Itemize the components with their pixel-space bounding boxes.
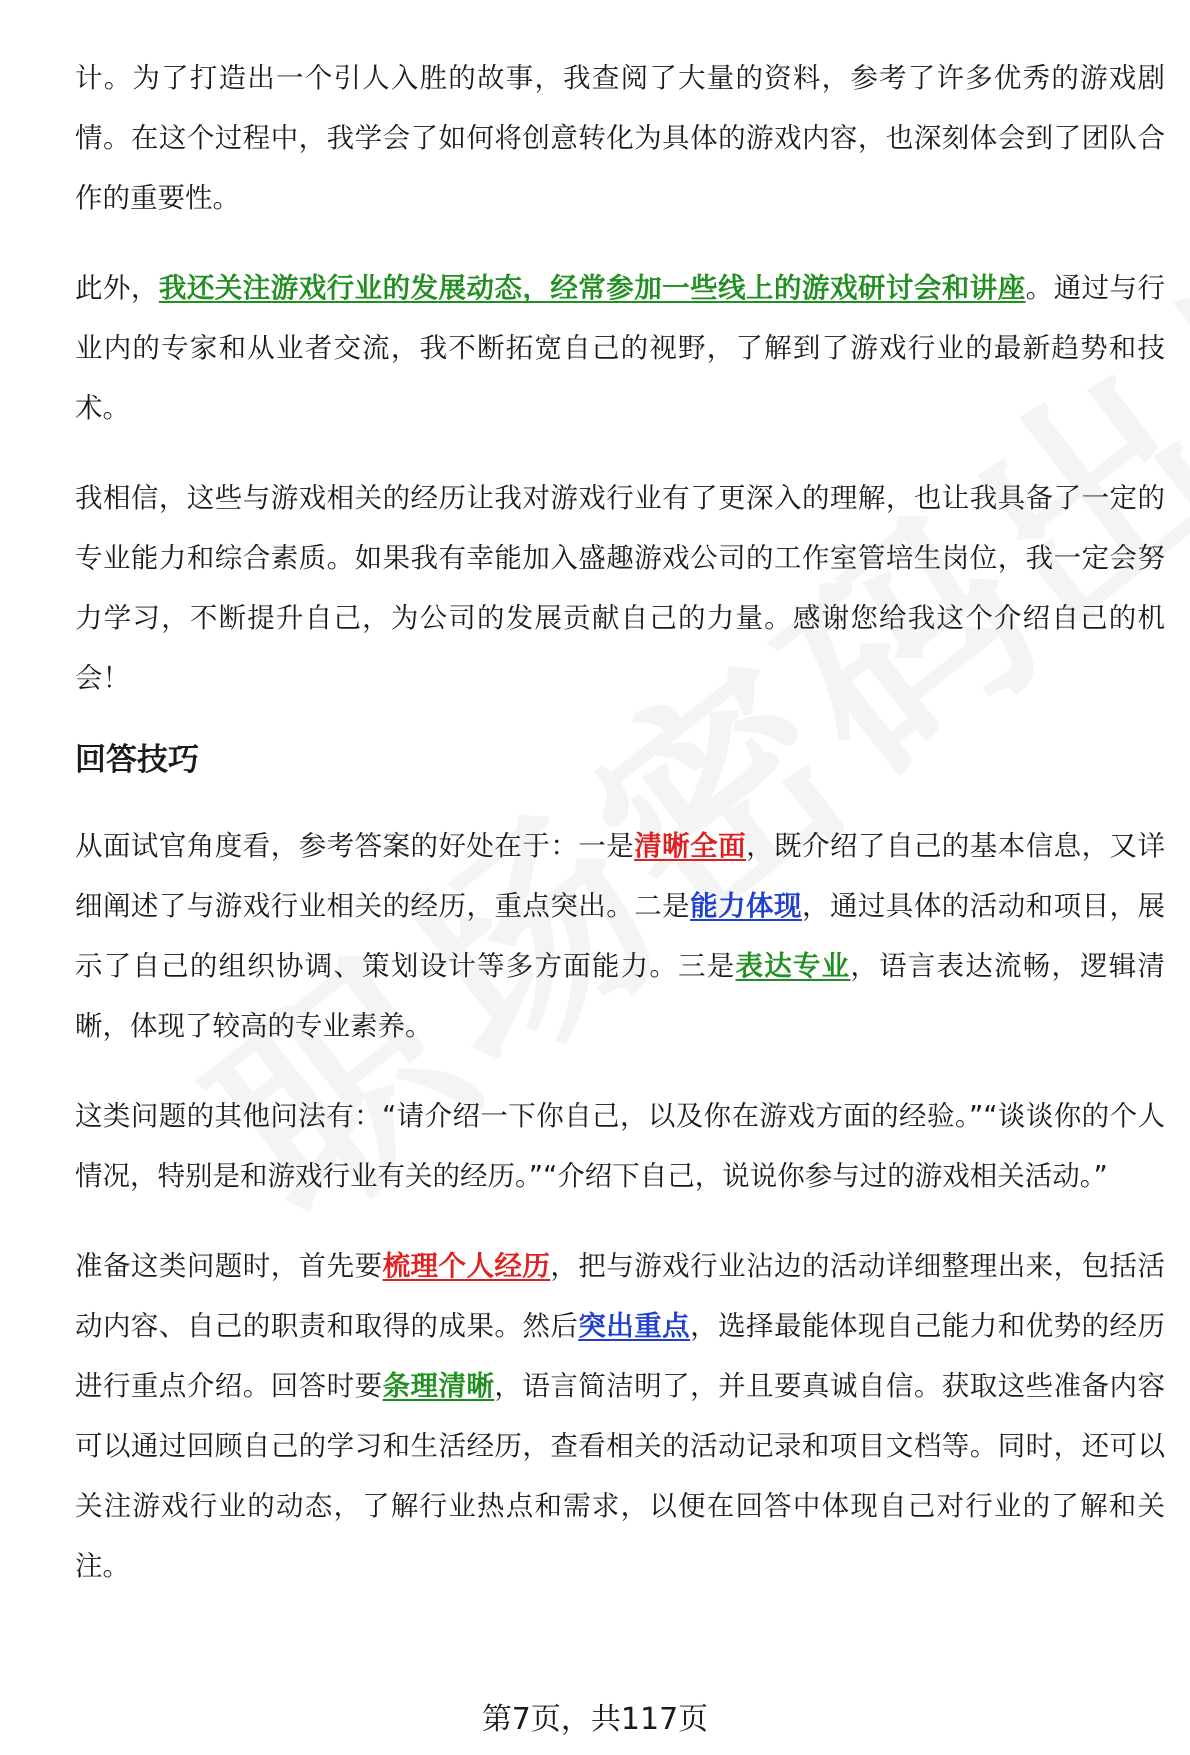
paragraph-6 bbox=[75, 1236, 1165, 1596]
paragraph-5 bbox=[75, 1086, 1165, 1206]
page-number: 第7页，共117页 bbox=[481, 1702, 709, 1737]
paragraph-text: ，选择最能体现自己能力和优势的经历进行重点介绍。回答时要 bbox=[75, 1310, 1166, 1402]
highlight-blue: 能力体现 bbox=[690, 890, 802, 922]
paragraph-text: 这类问题的其他问法有：“请介绍一下你自己，以及你在游戏方面的经验。”“谈谈你的个人情况，特别是和游戏行业有关的经历。”“介绍下自己，说说你参与过的游戏相关活动。” bbox=[75, 1100, 1165, 1192]
highlight-red: 梳理个人经历 bbox=[382, 1250, 551, 1282]
paragraph-text: 计。为了打造出一个引人入胜的故事，我查阅了大量的资料，参考了许多优秀的游戏剧情。在这个过程中，我学会了如何将创意转化为具体的游戏内容，也深刻体会到了团队合作的重要性。 bbox=[75, 62, 1165, 214]
paragraph-text: ，语言表达流畅，逻辑清晰，体现了较高的专业素养。 bbox=[75, 950, 1166, 1042]
paragraph-text: 从面试官角度看，参考答案的好处在于：一是 bbox=[75, 830, 635, 862]
paragraph-text: ，既介绍了自己的基本信息，又详细阐述了与游戏行业相关的经历，重点突出。二是 bbox=[75, 830, 1166, 922]
paragraph-2 bbox=[75, 258, 1165, 438]
paragraph-3 bbox=[75, 468, 1165, 708]
document-body bbox=[75, 48, 1165, 1626]
paragraph-text: ，语言简洁明了，并且要真诚自信。获取这些准备内容可以通过回顾自己的学习和生活经历，查看相关的活动记录和项目文档等。同时，还可以关注游戏行业的动态，了解行业热点和需求，以便在回答中体现自己对行业的了解和关注。 bbox=[75, 1370, 1166, 1582]
paragraph-text: 准备这类问题时，首先要 bbox=[75, 1250, 383, 1282]
highlight-blue: 突出重点 bbox=[578, 1310, 691, 1342]
paragraph-text: 我相信，这些与游戏相关的经历让我对游戏行业有了更深入的理解，也让我具备了一定的专业能力和综合素质。如果我有幸能加入盛趣游戏公司的工作室管培生岗位，我一定会努力学习，不断提升自己，为公司的发展贡献自己的力量。感谢您给我这个介绍自己的机会！ bbox=[75, 482, 1165, 694]
paragraph-text: 。通过与行业内的专家和从业者交流，我不断拓宽自己的视野，了解到了游戏行业的最新趋势和技术。 bbox=[75, 272, 1166, 424]
highlight-green: 我还关注游戏行业的发展动态，经常参加一些线上的游戏研讨会和讲座 bbox=[158, 272, 1026, 304]
section-heading: 回答技巧 bbox=[75, 742, 199, 778]
highlight-green: 表达专业 bbox=[735, 950, 851, 982]
paragraph-text: 此外， bbox=[75, 272, 159, 304]
paragraph-text: ，通过具体的活动和项目，展示了自己的组织协调、策划设计等多方面能力。三是 bbox=[75, 890, 1166, 982]
paragraph-4 bbox=[75, 816, 1165, 1056]
paragraph-text: ，把与游戏行业沾边的活动详细整理出来，包括活动内容、自己的职责和取得的成果。然后 bbox=[75, 1250, 1166, 1342]
paragraph-1 bbox=[75, 48, 1165, 228]
highlight-red: 清晰全面 bbox=[634, 830, 747, 862]
highlight-green: 条理清晰 bbox=[382, 1370, 495, 1402]
